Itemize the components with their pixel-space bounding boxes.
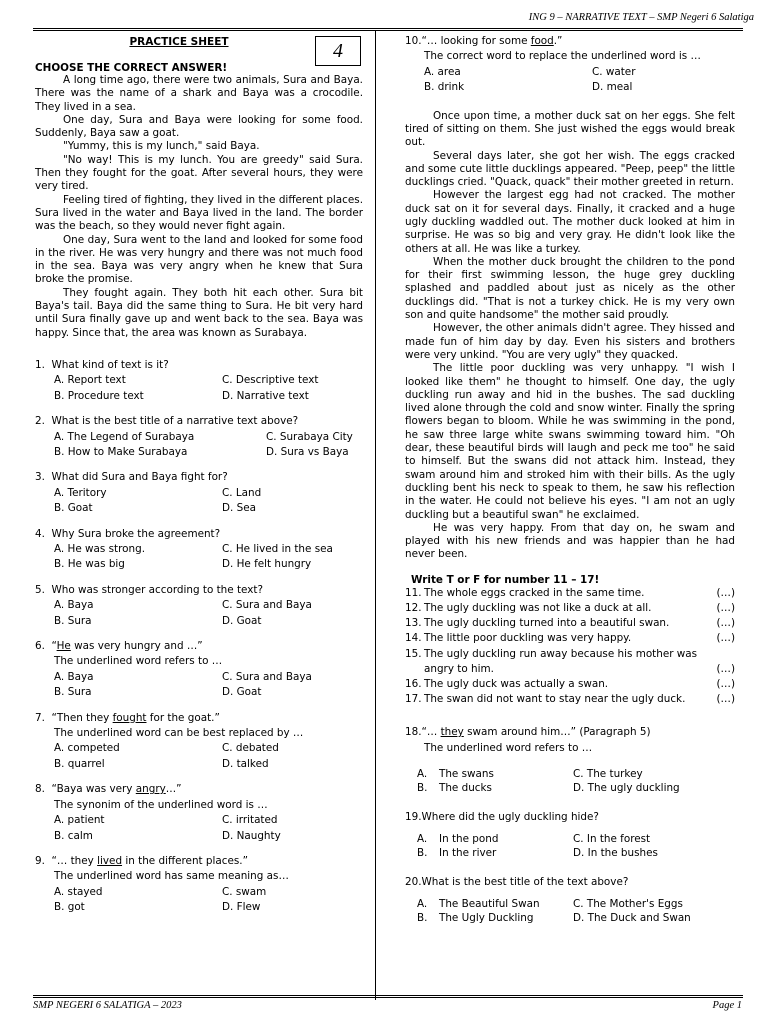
option[interactable]: D. Goat	[222, 614, 262, 627]
question-9	[35, 854, 363, 916]
question-number: 20.	[405, 875, 422, 888]
option[interactable]: D. Naughty	[222, 829, 281, 842]
quote: “… they lived in the different places.”	[51, 854, 248, 867]
instruction-heading: CHOOSE THE CORRECT ANSWER!	[35, 62, 228, 74]
paragraph: However, the other animals didn't agree. They hissed and made fun of him day by day. Even his sisters and brothers were very unkind. "You are very ugly" they quacked.	[405, 322, 735, 361]
tf-item: 14. The little poor duckling was very happy. (…)	[405, 631, 735, 646]
tf-item: 15. The ugly duckling run away because his mother was	[405, 647, 698, 660]
page-header: ING 9 – NARRATIVE TEXT – SMP Negeri 6 Salatiga	[528, 12, 754, 23]
paragraph: They fought again. They both hit each other. Sura bit Baya's tail. Baya did the same thing to Sura. He bit very hard until Sura finally gave up and went back to the sea. Baya was happy. Since that, the area was known as Surabaya.	[35, 286, 363, 339]
question-number: 2.	[35, 415, 45, 428]
paragraph: "Yummy, this is my lunch," said Baya.	[63, 140, 260, 153]
option[interactable]: D. The Duck and Swan	[573, 911, 691, 924]
option[interactable]: D. The ugly duckling	[573, 781, 680, 794]
option[interactable]: D. Sura vs Baya	[266, 445, 349, 458]
underlined-word: angry	[135, 783, 166, 796]
option[interactable]: D. Flew	[222, 901, 261, 914]
options	[35, 373, 363, 404]
question-6	[35, 639, 363, 701]
footer-divider	[33, 995, 743, 998]
paragraph: When the mother duck brought the children to the pond for their first swimming lesson, the huge grey duckling splashed and paddled about just as nicely as the other ducklings did. "That is not a turkey chick. He is my very own son and quite handsome" the mother said proudly.	[405, 255, 735, 322]
left-column	[35, 34, 363, 916]
option[interactable]: A. He was strong.	[54, 543, 145, 555]
question-text: Who was stronger according to the text?	[51, 583, 263, 596]
question-text: The underlined word has same meaning as…	[54, 870, 289, 883]
options	[405, 768, 735, 796]
paragraph: The little poor duckling was very unhappy. "I wish I looked like them" he thought to himself. One day, the ugly duckling run away and hid in the bushes. The sad duckling lived alone through the cold and snow winter. Finally the spring flowers began to bloom. While he was swimming in the pond, he saw three large white swans swimming toward him. "Oh dear, these beautiful birds will laugh and peck me too" he said to himself. But the swans did not attack him. Instead, they swam around him and stroked him with their bills. As the ugly duckling bent his neck to speak to them, he saw his reflection in the water. He could not believe his eyes. "I am not an ugly duckling but a beautiful swan" he exclaimed.	[405, 362, 735, 521]
option[interactable]: B. quarrel	[54, 757, 105, 770]
question-number: 5.	[35, 583, 45, 596]
option[interactable]: C. irritated	[222, 814, 278, 827]
options	[35, 430, 363, 461]
quote: “Baya was very angry…”	[51, 783, 182, 796]
option[interactable]: A. area	[424, 65, 461, 78]
option[interactable]: A. Baya	[54, 599, 94, 612]
option[interactable]: A. In the pond	[417, 833, 499, 846]
answer-blank[interactable]: (…)	[716, 693, 735, 706]
paragraph: "No way! This is my lunch. You are greedy" said Sura. Then they fought for the goat. After several hours, they were very tired.	[35, 153, 363, 193]
options	[35, 741, 363, 772]
option[interactable]: C. swam	[222, 885, 267, 898]
option[interactable]: B. He was big	[54, 558, 125, 571]
option[interactable]: A. The Beautiful Swan	[417, 898, 540, 911]
question-number: 18.	[405, 726, 422, 739]
option[interactable]: D. Narrative text	[222, 389, 309, 402]
question-text: What kind of text is it?	[51, 358, 169, 371]
question-number: 19.	[405, 810, 422, 823]
underlined-word: He	[56, 640, 71, 653]
option[interactable]: B. Sura	[54, 686, 92, 699]
option[interactable]: D. He felt hungry	[222, 558, 312, 571]
underlined-word: fought	[112, 711, 147, 724]
options	[405, 898, 735, 926]
paragraph: One day, Sura and Baya were looking for some food. Suddenly, Baya saw a goat.	[35, 113, 363, 140]
option[interactable]: D. Goat	[222, 686, 262, 699]
question-text: What is the best title of the text above?	[421, 875, 629, 888]
option[interactable]: B. Goat	[54, 502, 93, 515]
option[interactable]: A. The Legend of Surabaya	[54, 430, 195, 443]
paragraph: Feeling tired of fighting, they lived in the different places. Sura lived in the water and Baya lived in the land. The border was the beach, so they would never fight again.	[35, 193, 363, 233]
question-number: 7.	[35, 711, 45, 724]
option[interactable]: D. meal	[592, 81, 633, 94]
footer-school: SMP NEGERI 6 SALATIGA – 2023	[33, 1000, 182, 1011]
quote: “… looking for some food.”	[421, 35, 563, 47]
options	[35, 670, 363, 701]
question-number: 8.	[35, 783, 45, 796]
option[interactable]: A. Report text	[54, 374, 126, 387]
paragraph: One day, Sura went to the land and looked for some food in the river. He was very hungry and there was not much food in the sea. Baya was very angry when he knew that Sura broke the promise.	[35, 233, 363, 286]
quote: “… they swam around him…” (Paragraph 5)	[421, 726, 651, 739]
paragraph: A long time ago, there were two animals, Sura and Baya. There was the name of a shark and Baya was a crocodile. They lived in a sea.	[35, 74, 363, 113]
true-false-heading: Write T or F for number 11 – 17!	[411, 573, 600, 586]
question-7	[35, 711, 363, 773]
option[interactable]: C. The Mother's Eggs	[573, 898, 683, 911]
tf-item: 17. The swan did not want to stay near the ugly duck. (…)	[405, 692, 735, 707]
answer-blank[interactable]: (…)	[716, 617, 735, 630]
tf-item-continuation: angry to him. (…)	[405, 662, 735, 677]
question-text: The underlined word can be best replaced by …	[54, 727, 304, 740]
paragraph: He was very happy. From that day on, he swam and played with his new friends and was happier than he had never been.	[405, 521, 735, 561]
column-divider	[375, 30, 376, 1000]
option[interactable]: B. got	[54, 901, 85, 914]
option[interactable]: A. The swans	[417, 768, 494, 781]
options	[405, 833, 735, 861]
option[interactable]: C. Descriptive text	[222, 374, 319, 387]
option[interactable]: D. talked	[222, 757, 269, 770]
question-text: Why Sura broke the agreement?	[51, 527, 221, 540]
option[interactable]: B. Sura	[54, 614, 92, 627]
question-20	[405, 875, 735, 926]
question-number: 10.	[405, 35, 422, 47]
question-18	[405, 725, 735, 795]
question-2	[35, 414, 363, 460]
answer-blank[interactable]: (…)	[716, 632, 735, 645]
option[interactable]: B. calm	[54, 829, 93, 842]
quote: “He was very hungry and …”	[51, 640, 203, 653]
option[interactable]: C. Land	[222, 486, 262, 499]
option[interactable]: B. The Ugly Duckling	[417, 911, 534, 924]
question-10	[405, 34, 735, 96]
option[interactable]: C. Sura and Baya	[222, 670, 312, 683]
option[interactable]: A. Teritory	[54, 486, 107, 499]
options	[35, 486, 363, 517]
option[interactable]: B. In the river	[417, 846, 497, 859]
paragraph: Several days later, she got her wish. The eggs cracked and some cute little ducklings appeared. "Peep, peep" the little ducklings cried. "Quack, quack" their mother greeted in return.	[405, 149, 735, 189]
option[interactable]: D. In the bushes	[573, 846, 658, 859]
paragraph: However the largest egg had not cracked. The mother duck sat on it for several days. Finally, it cracked and a huge ugly duckling waddled out. The mother duck looked at him in surprise. He was so big and very gray. He didn't look like the others at all. He was like a turkey.	[405, 189, 735, 255]
options	[35, 542, 363, 573]
question-number: 3.	[35, 471, 45, 484]
option[interactable]: C. water	[592, 65, 636, 78]
option[interactable]: B. drink	[424, 81, 465, 94]
question-number: 4.	[35, 527, 45, 540]
paragraph: Once upon time, a mother duck sat on her eggs. She felt tired of sitting on them. She just wished the eggs would break out.	[405, 109, 735, 149]
option[interactable]: A. competed	[54, 742, 120, 755]
question-text: What did Sura and Baya fight for?	[51, 471, 228, 484]
options	[35, 885, 363, 916]
true-false-list	[405, 586, 735, 708]
answer-blank[interactable]: (…)	[716, 586, 735, 599]
option[interactable]: C. Sura and Baya	[222, 599, 312, 612]
option[interactable]: C. In the forest	[573, 833, 651, 846]
question-3	[35, 470, 363, 516]
tf-item: 11. The whole eggs cracked in the same time. (…)	[405, 586, 735, 601]
question-text: The synonim of the underlined word is …	[54, 798, 268, 811]
tf-item: 13. The ugly duckling turned into a beautiful swan. (…)	[405, 616, 735, 631]
right-column	[405, 34, 735, 926]
question-19	[405, 810, 735, 861]
option[interactable]: B. Procedure text	[54, 389, 144, 402]
answer-blank[interactable]: (…)	[716, 677, 735, 690]
option[interactable]: C. He lived in the sea	[222, 543, 333, 555]
underlined-word: lived	[97, 854, 123, 867]
header-divider	[33, 28, 743, 31]
tf-item: 16. The ugly duck was actually a swan. (…)	[405, 677, 735, 692]
option[interactable]: C. Surabaya City	[266, 430, 353, 443]
option[interactable]: C. debated	[222, 742, 279, 755]
underlined-word: they	[440, 726, 464, 739]
story-sura-baya	[35, 74, 363, 340]
option[interactable]: C. The turkey	[573, 768, 643, 781]
option[interactable]: D. Sea	[222, 502, 256, 515]
answer-blank[interactable]: (…)	[716, 601, 735, 614]
sheet-title: PRACTICE SHEET	[129, 36, 229, 48]
question-text: The underlined word refers to …	[424, 741, 593, 754]
question-text: The underlined word refers to …	[54, 655, 223, 668]
question-number: 6.	[35, 640, 45, 653]
options	[405, 65, 735, 96]
quote: “Then they fought for the goat.”	[51, 711, 220, 724]
option[interactable]: A. patient	[54, 814, 105, 827]
question-text: The correct word to replace the underlined word is …	[424, 50, 701, 63]
question-number: 1.	[35, 358, 45, 371]
answer-blank[interactable]: (…)	[716, 662, 735, 675]
question-text: Where did the ugly duckling hide?	[421, 810, 599, 823]
sheet-number-box: 4	[315, 36, 361, 66]
underlined-word: food	[530, 35, 554, 47]
options	[35, 813, 363, 844]
question-text: What is the best title of a narrative text above?	[51, 415, 299, 428]
question-number: 9.	[35, 854, 45, 867]
option[interactable]: B. The ducks	[417, 781, 492, 794]
story-ugly-duckling	[405, 110, 735, 562]
options	[35, 598, 363, 629]
tf-item: 12. The ugly duckling was not like a duck at all. (…)	[405, 601, 735, 616]
question-4	[35, 527, 363, 573]
question-5	[35, 583, 363, 629]
option[interactable]: B. How to Make Surabaya	[54, 445, 188, 458]
question-8	[35, 782, 363, 844]
option[interactable]: A. stayed	[54, 885, 103, 898]
question-1	[35, 358, 363, 404]
page-number: Page 1	[712, 1000, 742, 1011]
option[interactable]: A. Baya	[54, 670, 94, 683]
